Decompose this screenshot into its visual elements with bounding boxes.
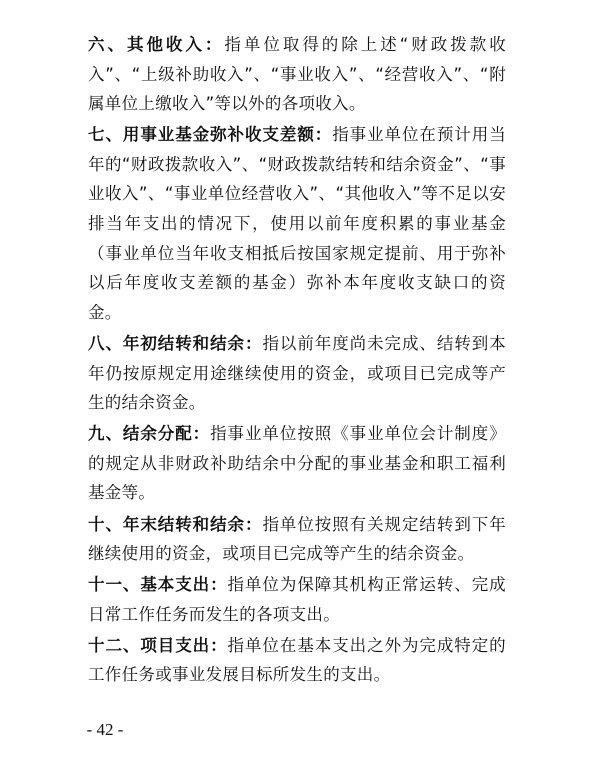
document-body — [88, 30, 506, 692]
definition-text: 指以前年度尚未完成、结转到本年仍按原规定用途继续使用的资金，或项目已完成等产生的结余资金。 — [88, 333, 507, 413]
definition-paragraph — [88, 329, 506, 418]
definition-term: 七、用事业基金弥补收支差额： — [88, 125, 333, 145]
page-number: - 42 - — [86, 720, 124, 739]
definition-text: 指单位取得的除上述“财政拨款收入”、“上级补助收入”、“事业收入”、“经营收入”、“附属单位上缴收入”等以外的各项收入。 — [88, 35, 506, 114]
definition-term: 十、年末结转和结余： — [88, 514, 263, 534]
definition-paragraph — [88, 510, 506, 569]
definition-text: 指单位在基本支出之外为完成特定的工作任务或事业发展目标所发生的支出。 — [88, 635, 506, 685]
definition-text: 指事业单位按照《事业单位会计制度》的规定从非财政补助结余中分配的事业基金和职工福利基金等。 — [88, 424, 506, 503]
definition-term: 六、其他收入： — [88, 35, 225, 54]
definition-text: 指单位为保障其机构正常运转、完成日常工作任务而发生的各项支出。 — [88, 575, 506, 624]
definition-term: 九、结余分配： — [88, 424, 211, 444]
definition-term: 八、年初结转和结余： — [88, 333, 263, 353]
definition-paragraph — [88, 419, 506, 508]
definition-term: 十二、项目支出： — [88, 635, 228, 655]
definition-paragraph — [88, 120, 506, 327]
definition-paragraph — [88, 570, 506, 629]
definition-paragraph — [88, 30, 506, 119]
definition-term: 十一、基本支出： — [88, 575, 228, 595]
definition-text: 指事业单位在预计用当年的“财政拨款收入”、“财政拨款结转和结余资金”、“事业收入”、“事业单位经营收入”、“其他收入”等不足以安排当年支出的情况下，使用以前年度积累的事业基金（事业单位当年收支相抵后按国家规定提前、用于弥补以后年度收支差额的基金）弥补本年度收支缺口的资金。 — [88, 125, 507, 322]
definition-text: 指单位按照有关规定结转到下年继续使用的资金，或项目已完成等产生的结余资金。 — [88, 514, 507, 564]
definition-paragraph — [88, 631, 506, 690]
